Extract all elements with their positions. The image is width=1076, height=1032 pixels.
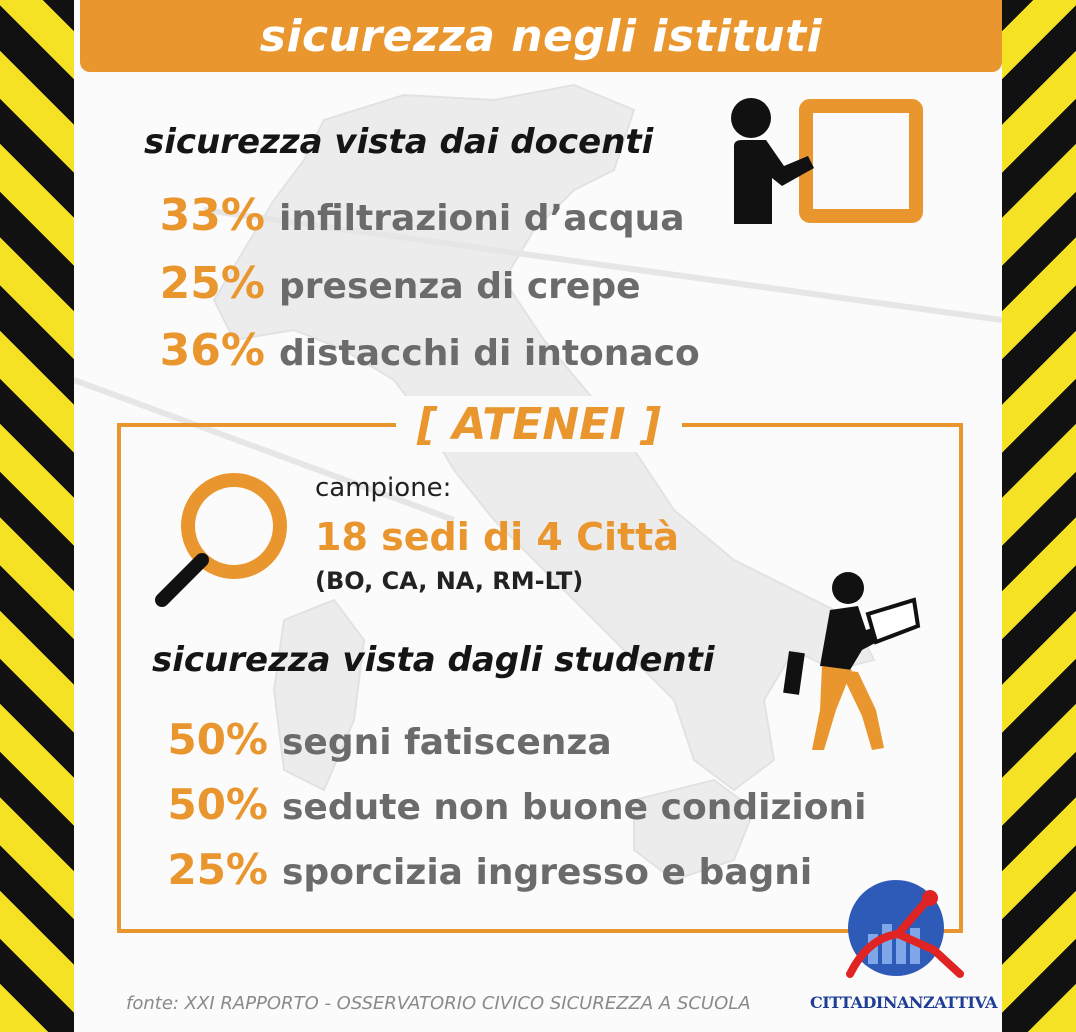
studenti-stat-row	[128, 845, 812, 894]
stat-percentage: 33%	[159, 190, 265, 241]
page-title: sicurezza negli istituti	[259, 10, 823, 62]
cities-list: (BO, CA, NA, RM-LT)	[315, 567, 584, 595]
source-footnote: fonte: XXI RAPPORTO - OSSERVATORIO CIVICO SICUREZZA A SCUOLA	[126, 993, 751, 1014]
atenei-title: [ ATENEI ]	[396, 396, 682, 452]
stat-label: segni fatiscenza	[282, 722, 612, 763]
stat-percentage: 36%	[159, 325, 265, 376]
teacher-board-icon	[724, 96, 924, 226]
docenti-section-title: sicurezza vista dai docenti	[144, 122, 654, 162]
studenti-stat-row	[128, 780, 866, 829]
header-banner	[80, 0, 1002, 72]
docenti-stat-row	[125, 258, 641, 309]
hazard-stripe-left	[0, 0, 74, 1032]
docenti-stat-row	[125, 190, 685, 241]
stat-percentage: 50%	[167, 780, 268, 829]
stat-label: infiltrazioni d’acqua	[279, 198, 685, 239]
cittadinanzattiva-logo-icon	[838, 878, 968, 990]
studenti-section-title: sicurezza vista dagli studenti	[152, 640, 715, 680]
logo-wordmark: CITTADINANZATTIVA	[810, 993, 998, 1012]
stat-label: sedute non buone condizioni	[282, 787, 867, 828]
stat-percentage: 50%	[167, 715, 268, 764]
campione-label: campione:	[315, 473, 452, 503]
stat-label: presenza di crepe	[279, 266, 641, 307]
stat-label: distacchi di intonaco	[279, 333, 700, 374]
stat-percentage: 25%	[167, 845, 268, 894]
stat-percentage: 25%	[159, 258, 265, 309]
hazard-stripe-right	[1002, 0, 1076, 1032]
sample-value: 18 sedi di 4 Città	[315, 515, 679, 559]
stat-label: sporcizia ingresso e bagni	[282, 852, 813, 893]
student-reading-icon	[780, 570, 930, 755]
docenti-stat-row	[125, 325, 700, 376]
magnifier-icon	[150, 470, 300, 610]
studenti-stat-row	[128, 715, 612, 764]
